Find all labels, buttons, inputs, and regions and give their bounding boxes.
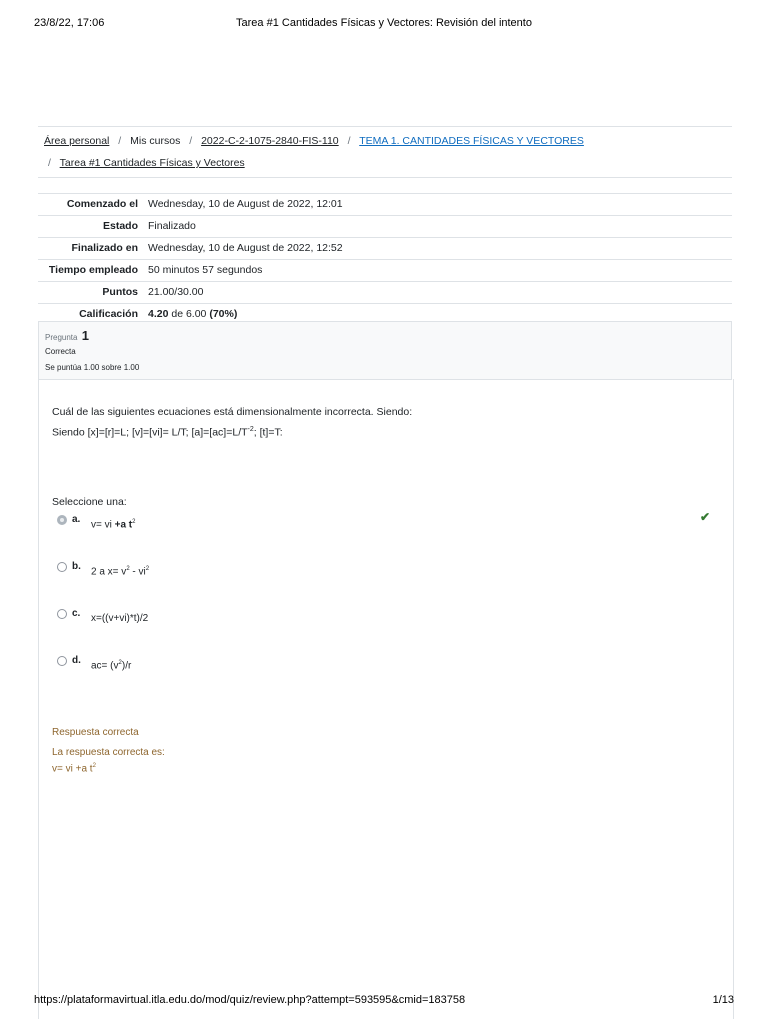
summary-row-state bbox=[38, 216, 732, 238]
summary-value: Wednesday, 10 de August de 2022, 12:01 bbox=[144, 194, 732, 216]
summary-label: Puntos bbox=[38, 282, 144, 304]
summary-row-finished bbox=[38, 238, 732, 260]
breadcrumb-quiz[interactable]: Tarea #1 Cantidades Físicas y Vectores bbox=[59, 157, 245, 169]
option-letter: a. bbox=[72, 514, 81, 525]
summary-row-points bbox=[38, 282, 732, 304]
question-text: Cuál de las siguientes ecuaciones está dimensionalmente incorrecta. Siendo: bbox=[52, 406, 413, 418]
question-content bbox=[38, 379, 734, 1019]
summary-label: Comenzado el bbox=[38, 194, 144, 216]
option-text: x=((v+vi)*t)/2 bbox=[91, 613, 149, 624]
summary-label: Finalizado en bbox=[38, 238, 144, 260]
radio-button[interactable] bbox=[57, 562, 67, 572]
grade-max: de 6.00 bbox=[171, 308, 207, 320]
option-text: 2 a $x= v^2 - vi^2$ bbox=[91, 566, 150, 578]
option-text: v= vi +a $t^2$ bbox=[91, 519, 136, 531]
answer-prompt: Seleccione una: bbox=[52, 496, 127, 508]
breadcrumb-separator: / bbox=[118, 135, 122, 147]
grade-value: 4.20 bbox=[148, 308, 169, 320]
summary-value: 21.00/30.00 bbox=[144, 282, 732, 304]
summary-label: Estado bbox=[38, 216, 144, 238]
breadcrumb-mis-cursos: Mis cursos bbox=[130, 135, 181, 147]
option-letter: b. bbox=[72, 561, 81, 572]
right-answer-value: v= vi +a $t^2$ bbox=[52, 763, 96, 775]
summary-row-time bbox=[38, 260, 732, 282]
summary-value: 50 minutos 57 segundos bbox=[144, 260, 732, 282]
radio-button[interactable] bbox=[57, 609, 67, 619]
option-text: $ac= (v^2)/r$ bbox=[91, 660, 132, 672]
radio-button[interactable] bbox=[57, 656, 67, 666]
breadcrumb-topic[interactable]: TEMA 1. CANTIDADES FÍSICAS Y VECTORES bbox=[359, 135, 584, 147]
radio-button-selected[interactable] bbox=[57, 515, 67, 525]
summary-value: Finalizado bbox=[144, 216, 732, 238]
question-state: Correcta bbox=[45, 347, 76, 356]
summary-label: Calificación bbox=[38, 304, 144, 326]
right-answer-label: La respuesta correcta es: bbox=[52, 747, 165, 758]
question-number bbox=[45, 328, 89, 343]
breadcrumb-separator: / bbox=[48, 157, 51, 169]
print-url: https://plataformavirtual.itla.edu.do/mod/quiz/review.php?attempt=593595&cmid=183758 bbox=[34, 994, 466, 1006]
summary-row-started bbox=[38, 194, 732, 216]
breadcrumb-separator: / bbox=[189, 135, 193, 147]
option-letter: d. bbox=[72, 655, 81, 666]
question-info bbox=[38, 321, 732, 380]
breadcrumb-course[interactable]: 2022-C-2-1075-2840-FIS-110 bbox=[201, 135, 339, 147]
summary-label: Tiempo empleado bbox=[38, 260, 144, 282]
question-definitions: Siendo [x]=[r]=L; [v]=[vi]= L/T; $[a]=[ac]=L/T^{-2}$; [t]=T: bbox=[52, 426, 283, 439]
breadcrumb-area-personal[interactable]: Área personal bbox=[44, 135, 110, 147]
attempt-summary-table bbox=[38, 193, 732, 325]
summary-value: Wednesday, 10 de August de 2022, 12:52 bbox=[144, 238, 732, 260]
feedback-result: Respuesta correcta bbox=[52, 727, 139, 738]
question-number-value: 1 bbox=[81, 328, 89, 343]
breadcrumb bbox=[38, 126, 732, 178]
question-label: Pregunta bbox=[45, 333, 78, 342]
print-datetime: 23/8/22, 17:06 bbox=[34, 17, 105, 29]
breadcrumb-separator: / bbox=[347, 135, 351, 147]
option-letter: c. bbox=[72, 608, 81, 619]
grade-percent: (70%) bbox=[209, 308, 238, 320]
print-title: Tarea #1 Cantidades Físicas y Vectores: Revisión del intento bbox=[236, 17, 532, 29]
print-page-number: 1/13 bbox=[712, 994, 734, 1006]
check-icon: ✔ bbox=[700, 510, 711, 524]
question-grade: Se puntúa 1.00 sobre 1.00 bbox=[45, 363, 140, 372]
